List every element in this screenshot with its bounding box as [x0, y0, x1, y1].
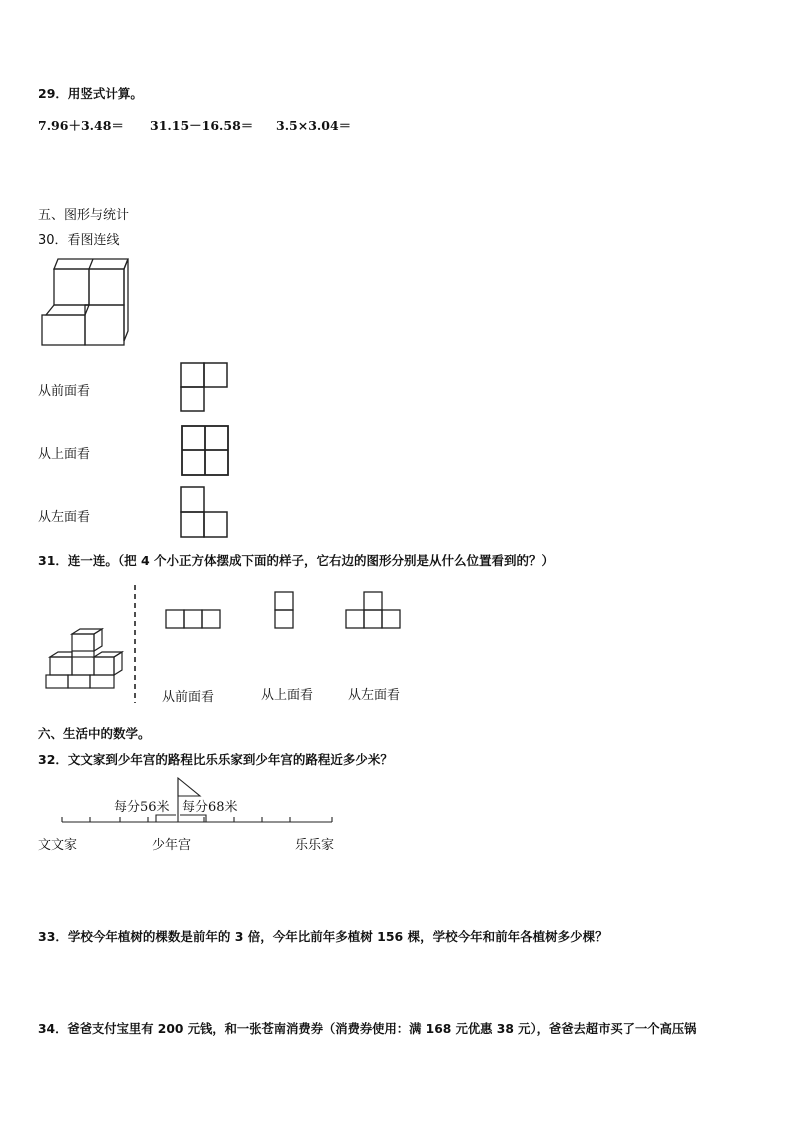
q30-label-left: 从左面看 — [38, 510, 91, 525]
q29-expr-1: 7.96＋3.48＝ — [38, 118, 124, 133]
q32-speed-right: 每分68米 — [182, 800, 238, 815]
q32-title: 32．文文家到少年宫的路程比乐乐家到少年宫的路程近多少米？ — [38, 752, 393, 767]
section-5-heading: 五、图形与统计 — [38, 208, 130, 223]
q30-cube-figure — [38, 255, 138, 355]
q29-expr-3: 3.5×3.04＝ — [276, 118, 352, 133]
q30-view-c — [180, 486, 230, 540]
q29-title: 29．用竖式计算。 — [38, 86, 143, 101]
section-6-heading: 六、生活中的数学。 — [38, 726, 151, 741]
q33-title: 33．学校今年植树的棵数是前年的 3 倍，今年比前年多植树 156 棵，学校今年和前年各植树多少棵？ — [38, 929, 608, 944]
q31-view-b — [274, 591, 296, 631]
q31-label-top: 从上面看 — [261, 688, 314, 703]
q30-view-b — [180, 424, 232, 478]
q30-title: 30．看图连线 — [38, 233, 120, 248]
q34-title: 34．爸爸支付宝里有 200 元钱，和一张苍南消费券（消费券使用：满 168 元优惠 38 元），爸爸去超市买了一个高压锅 — [38, 1022, 697, 1036]
q31-title: 31．连一连。（把 4 个小正方体摆成下面的样子，它右边的图形分别是从什么位置看到的？） — [38, 553, 555, 568]
q29-expr-2: 31.15－16.58＝ — [150, 118, 254, 133]
q31-view-a — [165, 609, 223, 631]
q32-place-wenwen: 文文家 — [38, 838, 78, 853]
q31-cube-figure — [44, 628, 126, 690]
q30-label-front: 从前面看 — [38, 384, 91, 399]
q31-view-c — [345, 591, 403, 631]
q32-place-youth-palace: 少年宫 — [152, 838, 192, 853]
q30-view-a — [180, 362, 230, 414]
q31-dashed-divider — [133, 585, 137, 703]
q31-label-front: 从前面看 — [162, 690, 215, 705]
q30-label-top: 从上面看 — [38, 447, 91, 462]
q32-place-lele: 乐乐家 — [295, 838, 335, 853]
q31-label-left: 从左面看 — [348, 688, 401, 703]
q32-speed-left: 每分56米 — [114, 800, 170, 815]
